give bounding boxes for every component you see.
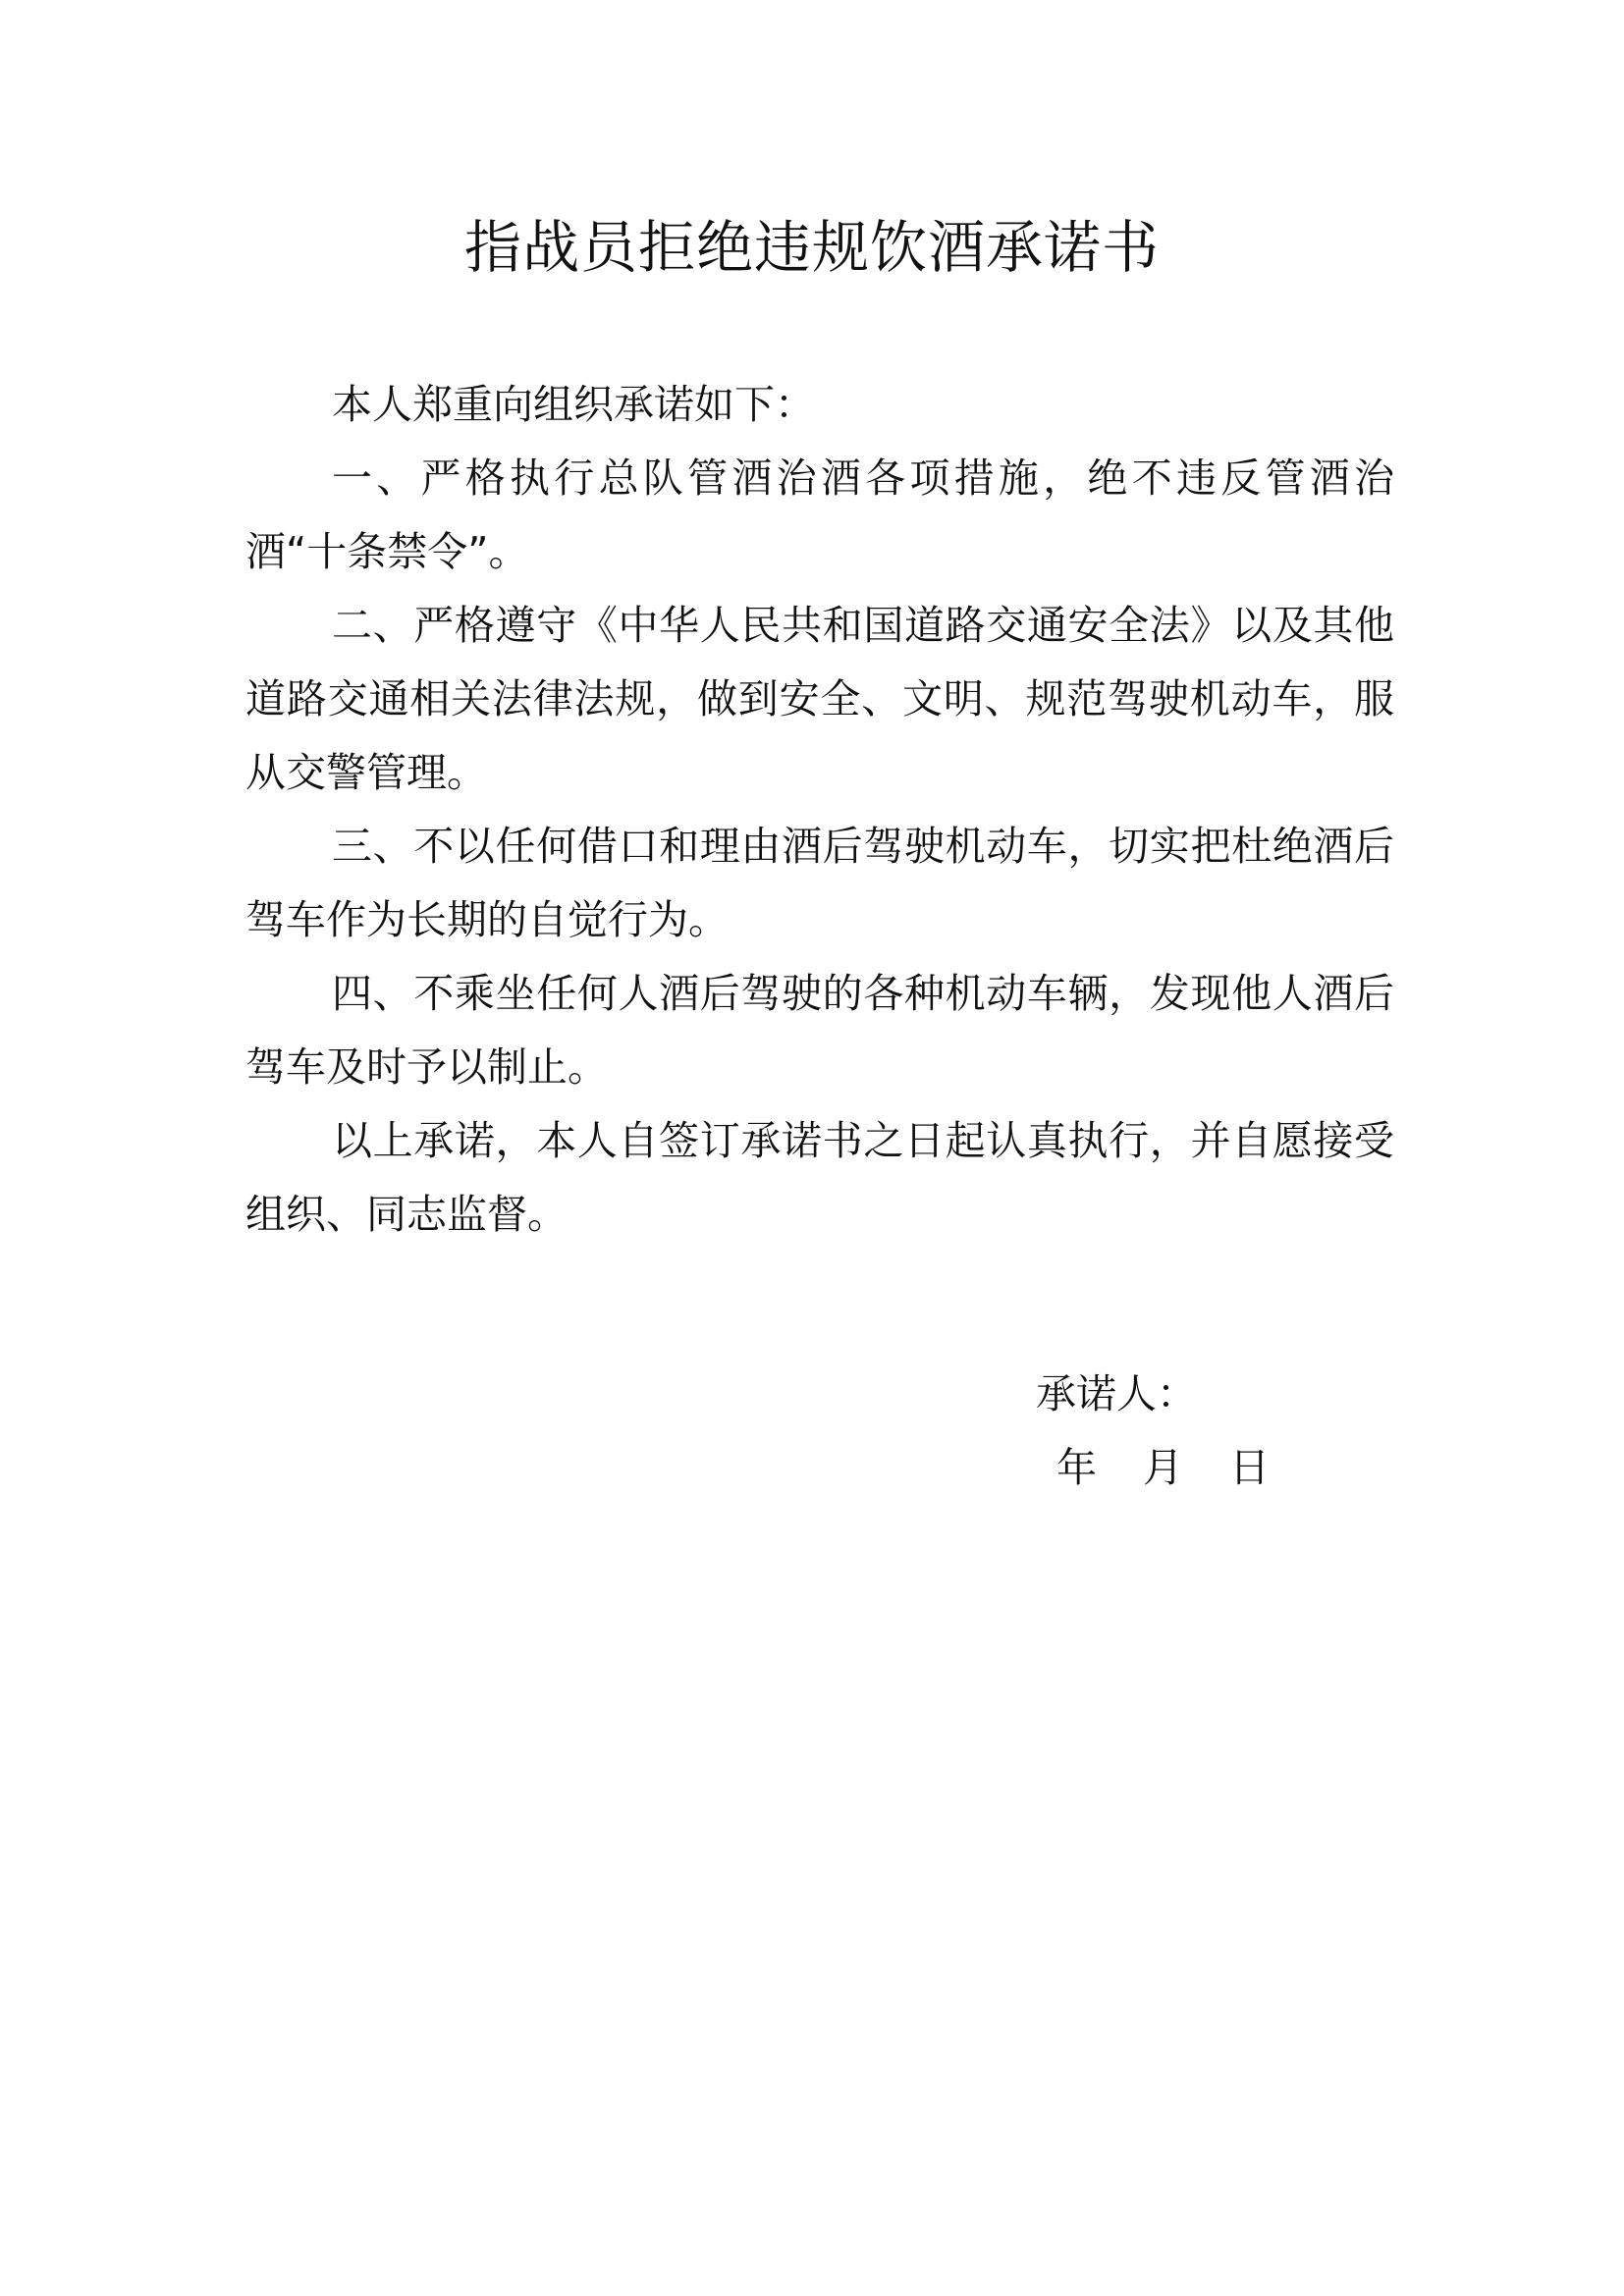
closing-paragraph: 以上承诺，本人自签订承诺书之日起认真执行，并自愿接受组织、同志监督。 <box>245 1117 1394 1238</box>
signer-label: 承诺人： <box>1036 1370 1197 1417</box>
commitment-item-1: 一、严格执行总队管酒治酒各项措施，绝不违反管酒治酒“十条禁令”。 <box>245 454 1394 575</box>
signature-block <box>1036 1358 1270 1505</box>
intro-paragraph: 本人郑重向组织承诺如下： <box>332 381 815 428</box>
commitment-item-3: 三、不以任何借口和理由酒后驾驶机动车，切实把杜绝酒后驾车作为长期的自觉行为。 <box>245 823 1394 943</box>
year-label: 年 <box>1056 1444 1097 1491</box>
document-title: 指战员拒绝违规饮酒承诺书 <box>463 214 1160 281</box>
month-label: 月 <box>1143 1444 1184 1491</box>
day-label: 日 <box>1229 1444 1271 1491</box>
document-body <box>245 368 1394 1252</box>
commitment-item-4: 四、不乘坐任何人酒后驾驶的各种机动车辆，发现他人酒后驾车及时予以制止。 <box>245 970 1394 1091</box>
date-line <box>1036 1431 1270 1505</box>
commitment-item-2: 二、严格遵守《中华人民共和国道路交通安全法》以及其他道路交通相关法律法规，做到安全、文明、规范驾驶机动车，服从交警管理。 <box>245 602 1394 796</box>
